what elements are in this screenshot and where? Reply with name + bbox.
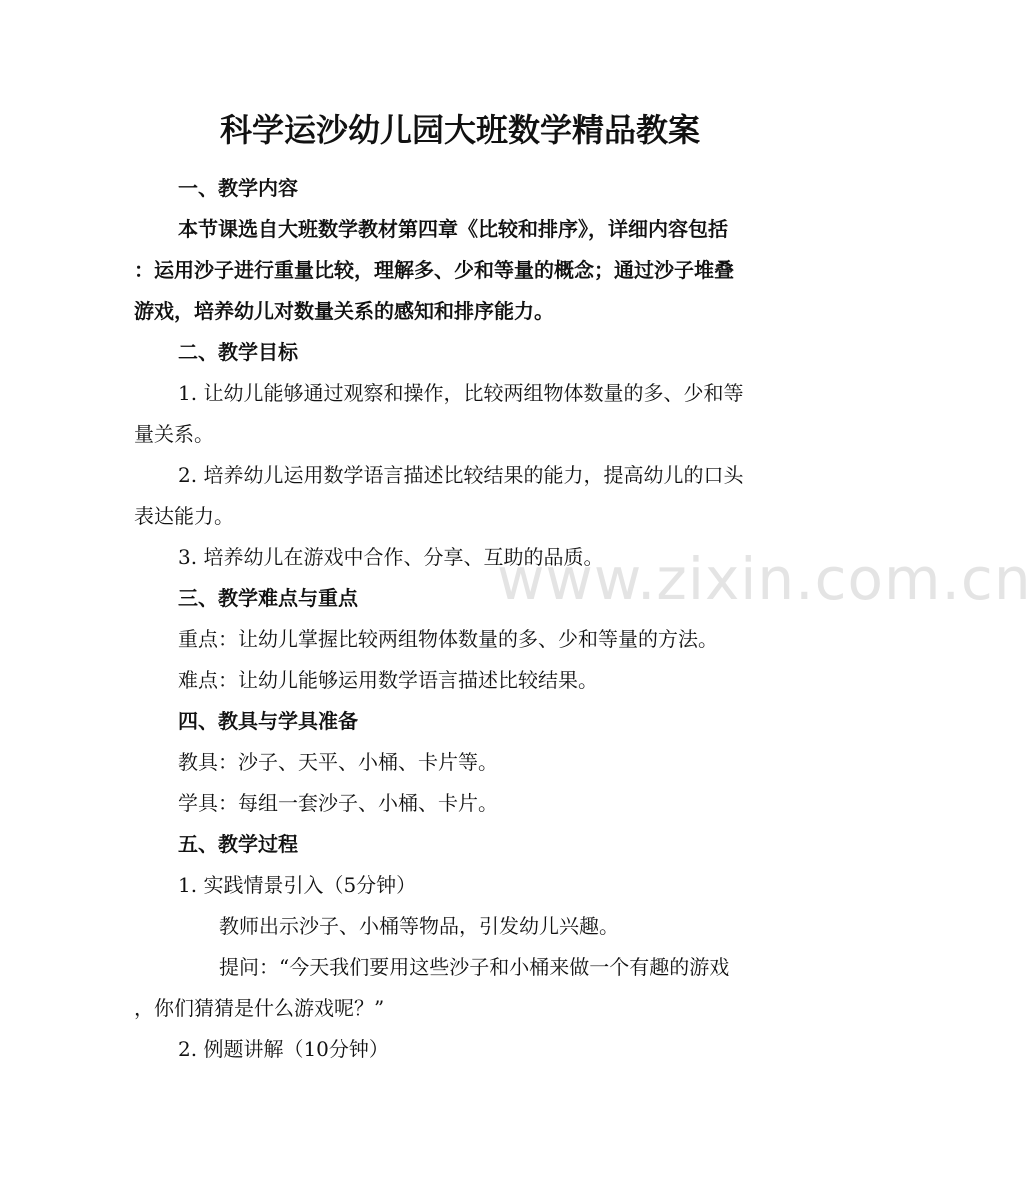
section-heading-content: 一、教学内容 xyxy=(178,176,298,200)
paragraph-line: 1. 让幼儿能够通过观察和操作，比较两组物体数量的多、少和等 xyxy=(178,381,744,405)
paragraph-line: 学具：每组一套沙子、小桶、卡片。 xyxy=(178,791,498,815)
paragraph-line: 提问：“今天我们要用这些沙子和小桶来做一个有趣的游戏 xyxy=(219,955,730,979)
section-heading-goals: 二、教学目标 xyxy=(178,340,298,364)
paragraph-line: 表达能力。 xyxy=(134,504,234,528)
paragraph-line: 本节课选自大班数学教材第四章《比较和排序》，详细内容包括 xyxy=(178,217,728,241)
watermark: www.zixin.com.cn xyxy=(497,545,1032,613)
paragraph-line: 3. 培养幼儿在游戏中合作、分享、互助的品质。 xyxy=(178,545,604,569)
paragraph-line: 重点：让幼儿掌握比较两组物体数量的多、少和等量的方法。 xyxy=(178,627,718,651)
paragraph-line: 教师出示沙子、小桶等物品，引发幼儿兴趣。 xyxy=(219,914,619,938)
section-heading-materials: 四、教具与学具准备 xyxy=(178,709,358,733)
paragraph-line: 游戏，培养幼儿对数量关系的感知和排序能力。 xyxy=(134,299,554,323)
paragraph-line: 量关系。 xyxy=(134,422,214,446)
paragraph-line: ：运用沙子进行重量比较，理解多、少和等量的概念；通过沙子堆叠 xyxy=(134,258,734,282)
paragraph-line: 2. 例题讲解（10分钟） xyxy=(178,1037,389,1061)
section-heading-keypoints: 三、教学难点与重点 xyxy=(178,586,358,610)
section-heading-process: 五、教学过程 xyxy=(178,832,298,856)
page-title: 科学运沙幼儿园大班数学精品教案 xyxy=(219,111,700,149)
paragraph-line: 难点：让幼儿能够运用数学语言描述比较结果。 xyxy=(178,668,598,692)
paragraph-line: 教具：沙子、天平、小桶、卡片等。 xyxy=(178,750,498,774)
paragraph-line: 1. 实践情景引入（5分钟） xyxy=(178,873,417,897)
paragraph-line: 2. 培养幼儿运用数学语言描述比较结果的能力，提高幼儿的口头 xyxy=(178,463,744,487)
paragraph-line: ，你们猜猜是什么游戏呢？” xyxy=(134,996,385,1020)
